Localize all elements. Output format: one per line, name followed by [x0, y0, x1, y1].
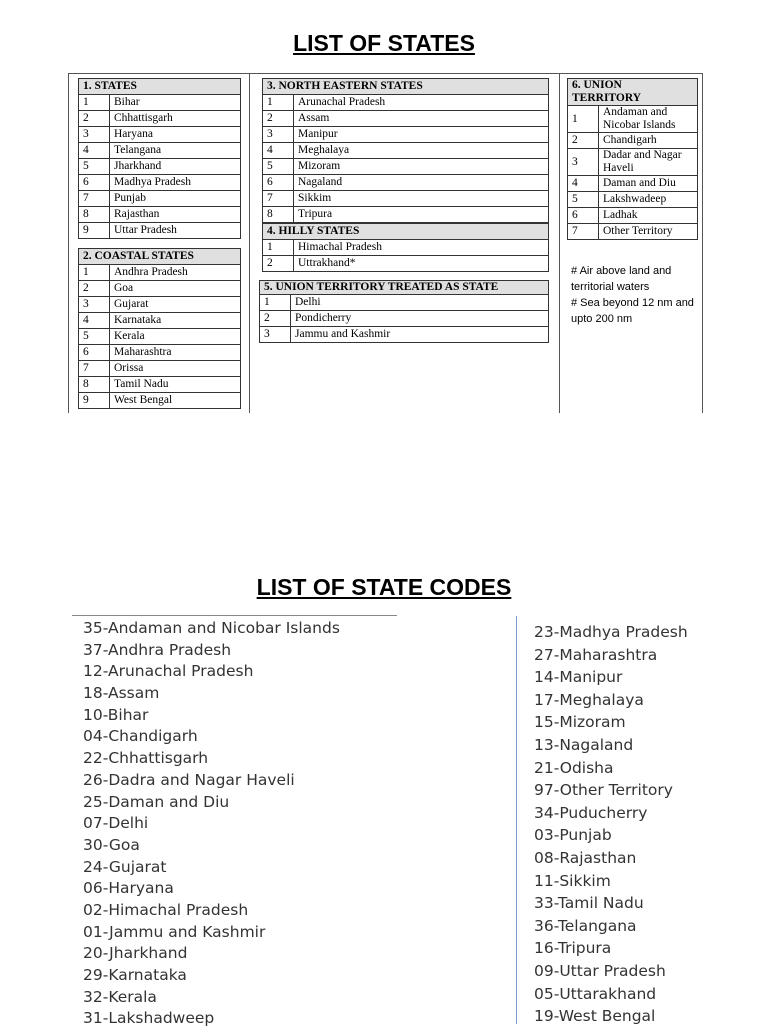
row-number: 3	[79, 127, 110, 143]
row-name: Rajasthan	[110, 207, 241, 223]
table-row	[79, 281, 241, 297]
state-code-item: 08-Rajasthan	[534, 848, 637, 867]
row-number: 5	[263, 159, 294, 175]
state-codes-right-column	[534, 621, 688, 1028]
row-number: 6	[79, 175, 110, 191]
table-row	[79, 297, 241, 313]
state-code-item: 04-Chandigarh	[83, 727, 198, 746]
state-code-item: 19-West Bengal	[534, 1007, 656, 1026]
row-number: 5	[79, 329, 110, 345]
table-row	[263, 159, 549, 175]
table-row	[79, 313, 241, 329]
row-name: Punjab	[110, 191, 241, 207]
row-number: 7	[263, 191, 294, 207]
state-code-item: 02-Himachal Pradesh	[83, 900, 249, 919]
table-row	[568, 224, 698, 240]
row-name: Arunachal Pradesh	[294, 95, 549, 111]
state-code-item: 97-Other Territory	[534, 781, 673, 800]
row-name: Orissa	[110, 361, 241, 377]
state-code-item: 34-Puducherry	[534, 803, 648, 822]
row-name: Lakshwadeep	[599, 192, 698, 208]
row-name: Gujarat	[110, 297, 241, 313]
codes-top-rule	[72, 615, 397, 616]
state-code-item: 36-Telangana	[534, 916, 637, 935]
row-name: Andaman and Nicobar Islands	[599, 106, 698, 133]
table-row	[568, 176, 698, 192]
table-row	[79, 111, 241, 127]
row-number: 2	[79, 111, 110, 127]
table-header: 2. COASTAL STATES	[79, 249, 241, 265]
row-name: Bihar	[110, 95, 241, 111]
table-union-territory	[567, 78, 698, 240]
state-code-item: 01-Jammu and Kashmir	[83, 922, 266, 941]
row-number: 2	[263, 256, 294, 272]
table-row	[263, 143, 549, 159]
table-row	[568, 106, 698, 133]
row-name: Telangana	[110, 143, 241, 159]
row-number: 1	[79, 95, 110, 111]
page-title-states: LIST OF STATES	[293, 30, 475, 56]
row-name: Chhattisgarh	[110, 111, 241, 127]
state-code-item: 15-Mizoram	[534, 713, 626, 732]
row-number: 2	[568, 133, 599, 149]
table-states	[78, 78, 241, 239]
table-row	[260, 327, 549, 343]
table-header: 5. UNION TERRITORY TREATED AS STATE	[260, 281, 549, 295]
row-number: 3	[263, 127, 294, 143]
row-number: 4	[79, 313, 110, 329]
row-name: Daman and Diu	[599, 176, 698, 192]
table-row	[568, 149, 698, 176]
state-code-item: 31-Lakshadweep	[83, 1009, 215, 1028]
territory-note	[571, 263, 701, 327]
table-row	[79, 361, 241, 377]
row-number: 4	[568, 176, 599, 192]
state-code-item: 25-Daman and Diu	[83, 792, 230, 811]
row-number: 2	[260, 311, 291, 327]
page-title-codes: LIST OF STATE CODES	[256, 574, 512, 600]
states-scan-table	[68, 73, 703, 413]
table-row	[263, 127, 549, 143]
table-row	[79, 265, 241, 281]
row-name: West Bengal	[110, 393, 241, 409]
state-code-item: 37-Andhra Pradesh	[83, 640, 232, 659]
table-row	[263, 191, 549, 207]
row-name: Manipur	[294, 127, 549, 143]
row-name: Nagaland	[294, 175, 549, 191]
table-row	[79, 207, 241, 223]
table-ut-treated-as-state	[259, 280, 549, 343]
row-name: Chandigarh	[599, 133, 698, 149]
row-number: 2	[263, 111, 294, 127]
row-name: Sikkim	[294, 191, 549, 207]
row-name: Goa	[110, 281, 241, 297]
row-name: Uttar Pradesh	[110, 223, 241, 239]
row-name: Madhya Pradesh	[110, 175, 241, 191]
table-header: 3. NORTH EASTERN STATES	[263, 79, 549, 95]
row-number: 3	[79, 297, 110, 313]
row-name: Andhra Pradesh	[110, 265, 241, 281]
table-row	[263, 111, 549, 127]
row-number: 7	[79, 361, 110, 377]
state-code-item: 20-Jharkhand	[83, 944, 188, 963]
table-row	[260, 295, 549, 311]
row-number: 9	[79, 223, 110, 239]
table-hilly-states	[262, 223, 549, 272]
row-name: Haryana	[110, 127, 241, 143]
state-code-item: 26-Dadra and Nagar Haveli	[83, 770, 295, 789]
state-code-item: 14-Manipur	[534, 668, 623, 687]
row-number: 5	[568, 192, 599, 208]
row-number: 1	[568, 106, 599, 133]
row-name: Himachal Pradesh	[294, 240, 549, 256]
row-name: Other Territory	[599, 224, 698, 240]
row-number: 7	[568, 224, 599, 240]
table-row	[79, 393, 241, 409]
row-number: 6	[79, 345, 110, 361]
table-row	[79, 191, 241, 207]
table-row	[79, 143, 241, 159]
state-code-item: 11-Sikkim	[534, 871, 611, 890]
row-number: 5	[79, 159, 110, 175]
row-name: Assam	[294, 111, 549, 127]
state-code-item: 09-Uttar Pradesh	[534, 961, 666, 980]
table-header: 6. UNION TERRITORY	[568, 79, 698, 106]
table-row	[79, 329, 241, 345]
state-code-item: 30-Goa	[83, 835, 140, 854]
state-code-item: 29-Karnataka	[83, 966, 187, 984]
table-row	[79, 223, 241, 239]
table-row	[568, 133, 698, 149]
state-code-item: 35-Andaman and Nicobar Islands	[83, 619, 340, 637]
row-number: 6	[568, 208, 599, 224]
state-code-item: 21-Odisha	[534, 758, 614, 777]
state-code-item: 05-Uttarakhand	[534, 984, 657, 1003]
table-row	[79, 127, 241, 143]
state-code-item: 03-Punjab	[534, 826, 612, 845]
state-codes-left-column	[83, 618, 340, 1030]
state-code-item: 24-Gujarat	[83, 857, 167, 876]
state-code-item: 18-Assam	[83, 684, 160, 703]
row-number: 6	[263, 175, 294, 191]
table-row	[79, 345, 241, 361]
table-row	[263, 240, 549, 256]
state-code-item: 27-Maharashtra	[534, 645, 658, 664]
row-name: Pondicherry	[291, 311, 549, 327]
table-north-eastern-states	[262, 78, 549, 223]
row-number: 9	[79, 393, 110, 409]
row-number: 8	[263, 207, 294, 223]
codes-column-divider	[516, 616, 517, 1024]
table-row	[263, 256, 549, 272]
row-number: 1	[79, 265, 110, 281]
row-name: Tamil Nadu	[110, 377, 241, 393]
row-number: 3	[260, 327, 291, 343]
row-number: 3	[568, 149, 599, 176]
table-row	[263, 175, 549, 191]
row-number: 1	[263, 240, 294, 256]
row-name: Tripura	[294, 207, 549, 223]
table-row	[263, 95, 549, 111]
state-code-item: 17-Meghalaya	[534, 690, 644, 709]
row-number: 7	[79, 191, 110, 207]
state-code-item: 23-Madhya Pradesh	[534, 623, 688, 641]
state-code-item: 07-Delhi	[83, 814, 149, 833]
table-row	[79, 95, 241, 111]
row-number: 1	[263, 95, 294, 111]
state-code-item: 16-Tripura	[534, 939, 612, 958]
row-name: Jharkhand	[110, 159, 241, 175]
row-name: Jammu and Kashmir	[291, 327, 549, 343]
row-number: 8	[79, 377, 110, 393]
table-row	[260, 311, 549, 327]
note-line: # Air above land and territorial waters	[571, 265, 672, 293]
table-row	[568, 192, 698, 208]
row-name: Dadar and Nagar Haveli	[599, 149, 698, 176]
row-name: Delhi	[291, 295, 549, 311]
row-number: 4	[263, 143, 294, 159]
state-code-item: 06-Haryana	[83, 879, 174, 898]
state-code-item: 10-Bihar	[83, 705, 149, 724]
row-name: Karnataka	[110, 313, 241, 329]
table-header: 4. HILLY STATES	[263, 224, 549, 240]
table-coastal-states	[78, 248, 241, 409]
row-number: 4	[79, 143, 110, 159]
row-name: Uttrakhand*	[294, 256, 549, 272]
row-name: Mizoram	[294, 159, 549, 175]
state-code-item: 12-Arunachal Pradesh	[83, 662, 254, 681]
row-name: Kerala	[110, 329, 241, 345]
table-row	[568, 208, 698, 224]
state-code-item: 13-Nagaland	[534, 735, 634, 754]
note-line: # Sea beyond 12 nm and upto 200 nm	[571, 297, 694, 325]
table-row	[263, 207, 549, 223]
state-code-item: 32-Kerala	[83, 987, 157, 1006]
table-row	[79, 377, 241, 393]
row-name: Ladhak	[599, 208, 698, 224]
row-number: 2	[79, 281, 110, 297]
row-number: 1	[260, 295, 291, 311]
state-code-item: 22-Chhattisgarh	[83, 749, 209, 768]
row-number: 8	[79, 207, 110, 223]
row-name: Meghalaya	[294, 143, 549, 159]
row-name: Maharashtra	[110, 345, 241, 361]
state-code-item: 33-Tamil Nadu	[534, 894, 644, 913]
table-header: 1. STATES	[79, 79, 241, 95]
table-row	[79, 175, 241, 191]
table-row	[79, 159, 241, 175]
